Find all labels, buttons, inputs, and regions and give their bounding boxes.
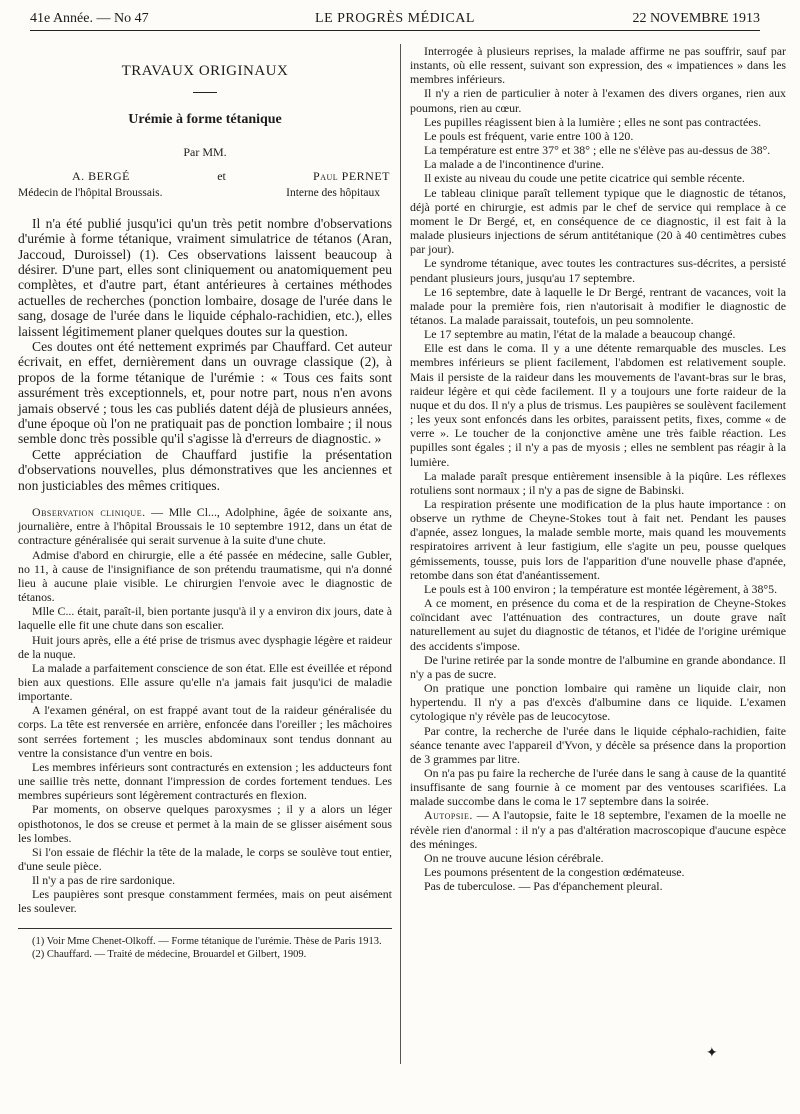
body-paragraph: Le pouls est à 100 environ ; la température est montée légèrement, à 38°5. <box>424 581 778 596</box>
body-paragraph: Admise d'abord en chirurgie, elle a été passée en médecine, salle Gubler, no 11, à cause de l'insignifiance de son prétendu traumatisme, qui n'a donné lieu à aucune plaie visible. Le chirurgien l'envoie avec le diagnostic de tétanos. <box>18 547 392 605</box>
body-paragraph: A l'examen général, on est frappé avant tout de la raideur généralisée du corps. La tête est renversée en arrière, enfoncée dans l'oreiller ; les mâchoires sont serrées fortement ; les muscles abdominaux sont tendus donnant au ventre la consistance d'un ventre en bois. <box>18 703 392 760</box>
body-paragraph: On n'a pas pu faire la recherche de l'urée dans le sang à cause de la quantité insuffisante de sang fournie à ce moment par des ventouses scarifiées. La malade succombe dans le coma le 17 septembre dans la soirée. <box>410 765 786 809</box>
body-paragraph: Il n'y a rien de particulier à noter à l'examen des divers organes, rien aux poumons, rien au cœur. <box>410 86 786 115</box>
journal-title: LE PROGRÈS MÉDICAL <box>315 11 475 26</box>
body-paragraph: La malade a de l'incontinence d'urine. <box>424 157 604 172</box>
body-paragraph: Mlle C... était, paraît-il, bien portante jusqu'à il y a environ dix jours, date à laquelle elle fit une chute dans son escalier. <box>18 604 392 633</box>
authors-line <box>18 169 392 183</box>
author-pernet: Paul PERNET <box>313 169 390 184</box>
body-paragraph: Les poumons présentent de la congestion œdémateuse. <box>424 865 685 880</box>
body-paragraph: Il existe au niveau du coude une petite cicatrice qui semble récente. <box>424 171 745 186</box>
footnote-divider <box>18 928 392 929</box>
intro-paragraph: Ces doutes ont été nettement exprimés par Chauffard. Cet auteur écrivait, en effet, dernièrement dans un ouvrage classique (2), à propos de la forme tétanique de l'urémie : « Tous ces faits sont assurément très exceptionnels, et, pour notre part, nous n'en avons jamais observé ; tous les cas publiés datent déjà de plusieurs années, d'une époque où l'on ne pratiquait pas de ponction lombaire ; il nous semble donc très possible qu'il s'agisse là d'erreurs de diagnostic. » <box>18 339 392 447</box>
intro-paragraph: Il n'a été publié jusqu'ici qu'un très petit nombre d'observations d'urémie à forme tétanique, vraiment simulatrice de tétanos (Aran, Jaccoud, Duroissel) (1). Ces observations laissent beaucoup à désirer. D'une part, elles sont cliniquement ou anatomiquement peu complètes, et d'autre part, étant antérieures à certaines méthodes actuelles de recherches (ponction lombaire, dosage de l'urée dans le sang, dosage de l'urée dans le liquide céphalo-rachidien, etc.), elles laissent légitimement planer quelques doutes sur la question. <box>18 215 392 339</box>
intro-paragraph: Cette appréciation de Chauffard justifie la présentation d'observations nouvelles, plus démonstratives que les anciennes et non justiciables des mêmes critiques. <box>18 446 392 493</box>
autopsy-text: — A l'autopsie, faite le 18 septembre, l'examen de la moelle ne révèle rien d'anormal : il n'y a pas d'altération macroscopique d'aucune espèce des méninges. <box>410 808 786 851</box>
body-paragraph: Huit jours après, elle a été prise de trismus avec dysphagie légère et raideur de la nuque. <box>18 632 392 661</box>
body-paragraph: A ce moment, en présence du coma et de la respiration de Cheyne-Stokes coïncidant avec l'atténuation des contractures, un doute grave naît naturellement au sujet du diagnostic de tétanos, et l'idée de l'origine urémique des accidents s'impose. <box>410 596 786 653</box>
body-paragraph: On ne trouve aucune lésion cérébrale. <box>424 850 604 865</box>
body-paragraph: Par contre, la recherche de l'urée dans le liquide céphalo-rachidien, faite séance tenante avec l'appareil d'Yvon, y décèle sa présence dans la proportion de 3 grammes par litre. <box>410 723 786 766</box>
body-paragraph: Le 16 septembre, date à laquelle le Dr Bergé, rentrant de vacances, voit la malade pour la première fois, rien n'autorisait à modifier le diagnostic de tétanos. La malade paraissait, toutefois, un peu somnolente. <box>410 284 786 327</box>
body-paragraph: Le syndrome tétanique, avec toutes les contractures sus-décrites, a persisté pendant plusieurs jours, jusqu'au 17 septembre. <box>410 256 786 285</box>
footnotes <box>18 935 392 961</box>
left-column <box>18 44 392 961</box>
running-head <box>30 10 760 31</box>
body-paragraph: Si l'on essaie de fléchir la tête de la malade, le corps se soulève tout entier, d'une seule pièce. <box>18 844 392 873</box>
introduction <box>18 216 392 493</box>
affiliation-pernet: Interne des hôpitaux <box>286 186 380 199</box>
body-paragraph: Les paupières sont presque constamment fermées, mais on peut aisément les soulever. <box>18 887 392 916</box>
footnote: (1) Voir Mme Chenet-Olkoff. — Forme tétanique de l'urémie. Thèse de Paris 1913. <box>32 935 382 947</box>
body-paragraph: Par moments, on observe quelques paroxysmes ; il y a alors un léger opisthotonos, le dos se creuse et permet à la main de se glisser aisément sous les lombes. <box>18 802 392 845</box>
body-paragraph: De l'urine retirée par la sonde montre de l'albumine en grande abondance. Il n'y a pas de sucre. <box>410 652 786 681</box>
section-heading: TRAVAUX ORIGINAUX <box>121 63 289 79</box>
autopsy-label: Autopsie. <box>424 808 473 823</box>
body-paragraph: Pas de tuberculose. — Pas d'épanchement pleural. <box>424 879 663 894</box>
body-paragraph: Les membres inférieurs sont contracturés en extension ; les adducteurs font une saillie très nette, donnant l'impression de cordes fortement tendues. Les membres supérieurs sont légèrement contracturés en flexion. <box>18 759 392 803</box>
column-divider <box>400 44 401 1064</box>
body-paragraph: La respiration présente une modification de la plus haute importance : on observe un rythme de Cheyne-Stokes tout à fait net. Pendant les pauses d'apnée, assez longues, la malade semble morte, mais quand les mouvements respiratoires arrivent à leur fastigium, elle s'agite un peu, pousse quelques gémissements, tousse, puis lors de l'apparition d'une nouvelle phase d'apnée, retombe dans son état d'anéantissement. <box>410 497 786 582</box>
observation-label: Observation clinique. <box>32 505 146 520</box>
author-berge: A. BERGÉ <box>72 169 130 184</box>
body-paragraph: Les pupilles réagissent bien à la lumière ; elles ne sont pas contractées. <box>424 114 762 129</box>
body-paragraph: Le 17 septembre au matin, l'état de la malade a beaucoup changé. <box>424 327 736 342</box>
author-conjunction: et <box>217 169 226 184</box>
section-divider <box>193 92 217 93</box>
affiliations-line <box>18 186 392 200</box>
byline: Par MM. <box>183 145 227 160</box>
body-paragraph: Interrogée à plusieurs reprises, la malade affirme ne pas souffrir, sauf par instants, où elle ressent, suivant son expression, des « impatiences » dans les membres inférieurs. <box>410 44 786 87</box>
issue-date: 22 NOVEMBRE 1913 <box>632 11 760 26</box>
body-paragraph: On pratique une ponction lombaire qui ramène un liquide clair, non hypertendu. Il n'y a pas d'excès d'albumine dans ce liquide. L'examen cytologique n'y révèle pas de leucocytose. <box>410 681 786 724</box>
body-paragraph: La température est entre 37° et 38° ; elle ne s'élève pas au-dessus de 38°. <box>424 143 771 158</box>
body-paragraph: La malade paraît presque entièrement insensible à la piqûre. Les réflexes rotuliens sont normaux ; il n'y a pas de signe de Babinski. <box>410 468 786 497</box>
footnote: (2) Chauffard. — Traité de médecine, Brouardel et Gilbert, 1909. <box>32 948 307 960</box>
body-paragraph: Le pouls est fréquent, varie entre 100 à 120. <box>424 128 634 143</box>
body-paragraph: Il n'y a pas de rire sardonique. <box>32 873 176 888</box>
right-column <box>410 44 786 893</box>
end-ornament: ✦ <box>706 1046 718 1061</box>
body-paragraph: Elle est dans le coma. Il y a une détente remarquable des muscles. Les membres inférieurs se plient facilement, l'abdomen est relativement souple. Mais il persiste de la raideur dans les mouvements de l'avant-bras sur le bras, raideur légère et qui cède facilement. Il y a toujours une forte raideur de la nuque et du dos. Il n'y a plus de trismus. Les paupières se soulèvent facilement ; les yeux sont enfoncés dans les orbites, paraissent petits, fixes, comme « de verre ». Le toucher de la conjonctive amène une très faible réaction. Les pupilles sont égales ; il n'y a pas de myosis ; elles ne semblent pas réagir à la lumière. <box>410 341 786 469</box>
autopsy-paragraph <box>410 808 786 850</box>
affiliation-berge: Médecin de l'hôpital Broussais. <box>18 186 163 199</box>
observation-text: — Mlle Cl..., Adolphine, âgée de soixante ans, journalière, entre à l'hôpital Broussais le 10 septembre 1912, dans un état de contracture généralisée qui serait survenue à la suite d'une chute. <box>18 505 392 548</box>
body-paragraph: La malade a parfaitement conscience de son état. Elle est éveillée et répond bien aux questions. Elle assure qu'elle n'a jamais fait jusqu'ici de maladie importante. <box>18 660 392 704</box>
issue-number: 41e Année. — No 47 <box>30 11 149 26</box>
article-title: Urémie à forme tétanique <box>128 112 282 128</box>
body-paragraph: Le tableau clinique paraît tellement typique que le diagnostic de tétanos, déjà porté en chirurgie, est admis par le chef de service qui remplace à ce moment le Dr Bergé, et, en conséquence de ce diagnostic, il est fait à la malade plusieurs injections de sérum antitétanique (20 à 40 centimètres cubes par jour). <box>410 185 786 257</box>
observation-paragraph <box>18 505 392 547</box>
